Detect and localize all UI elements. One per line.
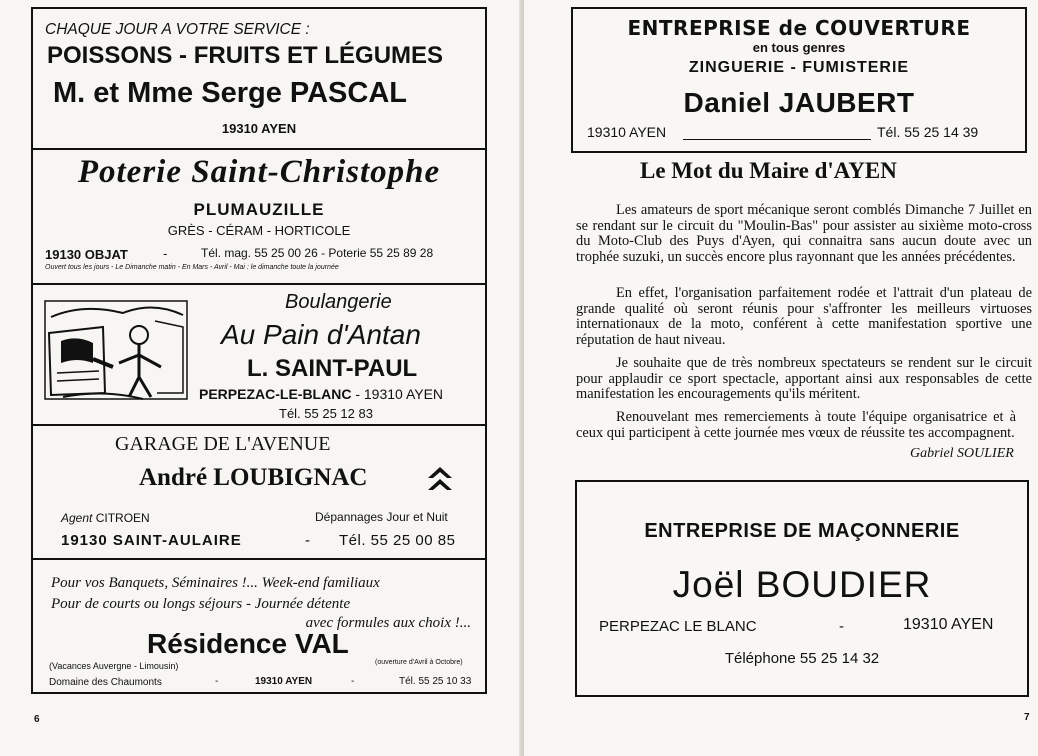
residence-name: Résidence VAL <box>147 628 349 659</box>
boulangerie-category: Boulangerie <box>285 291 392 313</box>
article-paragraph-4: Renouvelant mes remerciements à toute l'équipe organisatrice et à ceux qui participent à cette journée mes vœux de réussite tes accompagnent. <box>576 409 1016 441</box>
article-paragraph-1: Les amateurs de sport mécanique seront comblés Dimanche 7 Juillet en se rendant sur le circuit du "Moulin-Bas" pour assister au sixième moto-cross du Moto-Club des Puys d'Ayen, qui connaitra sans aucun doute avec un trophée suzuki, un succès encore plus rayonnant que les années précédentes. <box>576 202 1032 265</box>
boudier-phone: Téléphone 55 25 14 32 <box>724 650 880 667</box>
poterie-place: PLUMAUZILLE <box>193 200 325 219</box>
jaubert-line3: ZINGUERIE - FUMISTERIE <box>688 59 910 76</box>
ad-garage <box>31 424 487 560</box>
boulangerie-address <box>199 386 443 402</box>
baker-illustration <box>43 297 191 405</box>
pascal-address: 19310 AYEN <box>221 121 297 136</box>
garage-owner: André LOUBIGNAC <box>139 464 368 491</box>
residence-line3: avec formules aux choix !... <box>305 615 471 631</box>
poterie-hours: Ouvert tous les jours - Le Dimanche matin - En Mars - Avril - Mai : le dimanche toute la journée <box>45 264 339 271</box>
boudier-place: PERPEZAC LE BLANC <box>599 618 757 635</box>
poterie-products: GRÈS - CÉRAM - HORTICOLE <box>167 223 351 238</box>
ad-boudier <box>575 480 1029 697</box>
residence-dash: - <box>215 676 219 687</box>
residence-season: (ouverture d'Avril à Octobre) <box>375 659 463 666</box>
pascal-trade: POISSONS - FRUITS ET LÉGUMES <box>47 42 444 69</box>
residence-phone: Tél. 55 25 10 33 <box>399 676 472 687</box>
page-number-left: 6 <box>34 714 40 725</box>
pascal-name: M. et Mme Serge PASCAL <box>53 77 407 109</box>
boudier-town: 19310 AYEN <box>903 616 994 633</box>
jaubert-name: Daniel JAUBERT <box>683 87 915 118</box>
garage-service: Dépannages Jour et Nuit <box>315 510 448 524</box>
residence-domain: Domaine des Chaumonts <box>49 677 162 688</box>
pascal-tagline: CHAQUE JOUR A VOTRE SERVICE : <box>45 21 310 38</box>
boulangerie-shop: Au Pain d'Antan <box>221 319 421 350</box>
poterie-phones: Tél. mag. 55 25 00 26 - Poterie 55 25 89 28 <box>201 246 434 260</box>
garage-agent <box>61 511 150 525</box>
garage-agent-brand: CITROEN <box>95 511 150 525</box>
citroen-chevron-icon <box>425 464 455 492</box>
residence-region: (Vacances Auvergne - Limousin) <box>49 661 179 671</box>
article-signature: Gabriel SOULIER <box>910 446 1014 461</box>
article-paragraph-2: En effet, l'organisation parfaitement rodée et l'attrait d'un plateau de grande qualité où seront réunis pour s'affronter les meilleurs virtuoses internationaux de la moto, conférent à cette manifestation sportive une réputation de haut niveau. <box>576 285 1032 348</box>
jaubert-phone: Tél. 55 25 14 39 <box>877 124 979 140</box>
residence-dash-2: - <box>351 676 355 687</box>
boulangerie-address-bold: PERPEZAC-LE-BLANC <box>199 386 352 402</box>
jaubert-line1: ENTREPRISE de COUVERTURE <box>627 16 971 40</box>
poterie-title: Poterie Saint-Christophe <box>77 154 441 190</box>
residence-line2: Pour de courts ou longs séjours - Journée détente <box>51 596 351 612</box>
garage-dash: - <box>305 532 310 549</box>
garage-agent-label: Agent <box>61 511 93 525</box>
poterie-postcode: 19130 OBJAT <box>45 247 128 262</box>
boulangerie-owner: L. SAINT-PAUL <box>247 355 418 382</box>
ad-poterie <box>31 148 487 285</box>
garage-town: 19130 SAINT-AULAIRE <box>61 532 242 549</box>
boudier-name: Joël BOUDIER <box>672 564 932 605</box>
ad-pascal <box>31 7 487 150</box>
boulangerie-address-rest: - 19310 AYEN <box>351 386 444 402</box>
poterie-dash: - <box>163 246 168 261</box>
boudier-title: ENTREPRISE DE MAÇONNERIE <box>644 520 960 542</box>
page-number-right: 7 <box>1024 712 1030 723</box>
garage-title: GARAGE DE L'AVENUE <box>115 433 331 455</box>
boudier-dash: - <box>839 618 844 635</box>
jaubert-rule <box>683 139 871 140</box>
ad-residence <box>31 558 487 694</box>
residence-town: 19310 AYEN <box>255 676 313 687</box>
article-paragraph-3: Je souhaite que de très nombreux spectateurs se rendent sur le circuit pour applaudir ce sport spectacle, apportant ainsi aux responsables de cette manifestation les encouragements qu'ils méritent. <box>576 355 1032 403</box>
garage-phone: Tél. 55 25 00 85 <box>339 532 456 549</box>
residence-line1: Pour vos Banquets, Séminaires !... Week-end familiaux <box>51 575 380 591</box>
boulangerie-phone: Tél. 55 25 12 83 <box>279 406 373 421</box>
jaubert-line2: en tous genres <box>752 40 846 55</box>
ad-jaubert <box>571 7 1027 153</box>
ad-boulangerie <box>31 283 487 426</box>
jaubert-town: 19310 AYEN <box>587 124 667 140</box>
article-title: Le Mot du Maire d'AYEN <box>640 158 897 183</box>
